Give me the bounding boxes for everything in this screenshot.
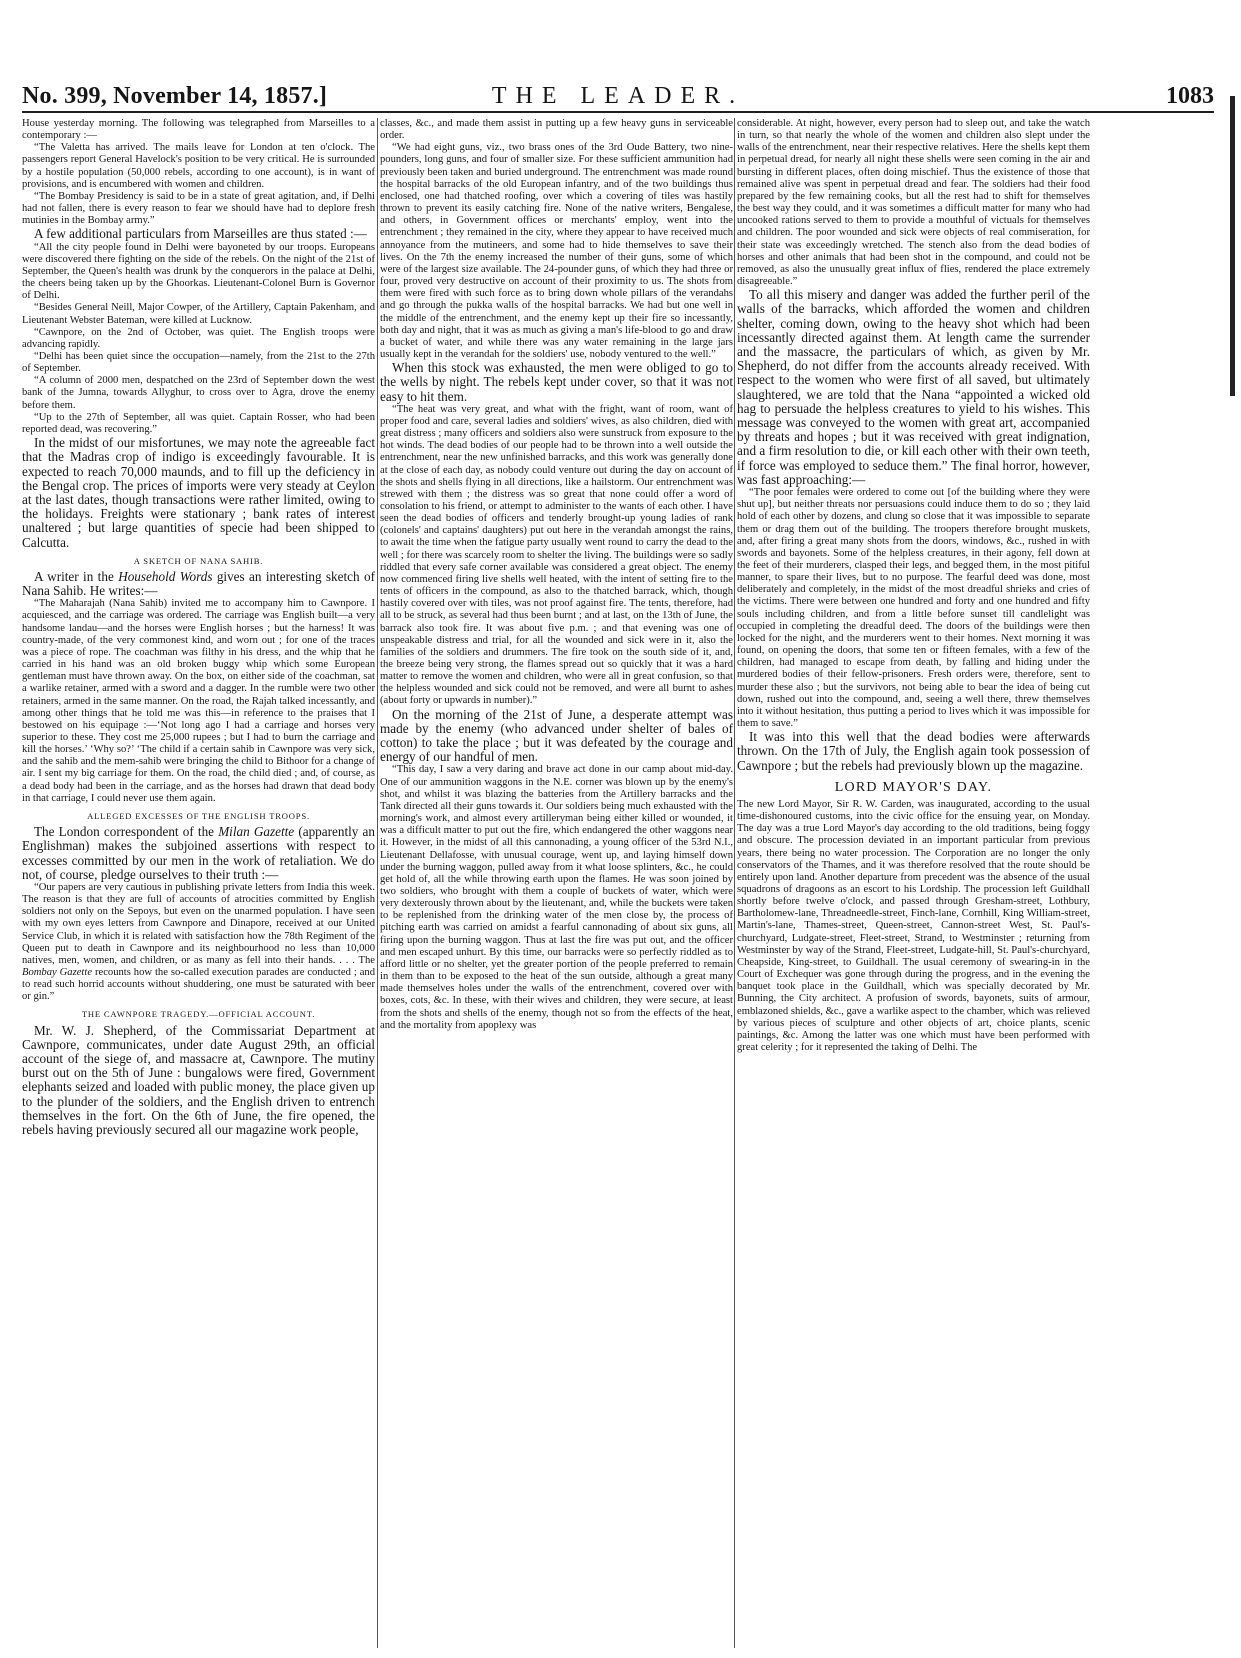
column-rule (734, 118, 735, 1648)
section-heading: LORD MAYOR'S DAY. (834, 779, 993, 795)
paragraph: On the morning of the 21st of June, a desperate attempt was made by the enemy (who advanced under shelter of bales of cotton) to take the place ; but it was defeated by the courage and energy of our handful of men. (380, 706, 733, 765)
paragraph-text: A writer in the (34, 568, 119, 584)
newspaper-name: Milan Gazette (218, 824, 295, 840)
magazine-title: Household Words (118, 568, 213, 584)
paragraph: considerable. At night, however, every person had to sleep out, and take the watch in turn, so that nearly the whole of the women and children also slept under the walls of the entrenchment, near their respective relatives. Here the shells kept them in perpetual dread, for nearly all night these shells were seen coming in the air and bursting in different places, often doing mischief. Thus the existence of those that remained alive was spent in perpetual dread and fear. The soldiers had their food prepared by the few remaining cooks, but all the rest had to shift for themselves the best way they could, and it was sometimes a difficult matter for many who had uncooked rations served to them to provide a mouthful of victuals for themselves and children. The poor wounded and sick were objects of real commiseration, for their state was exceedingly wretched. The stench also from the dead bodies of horses and other animals that had been shot in the compound, and could not be removed, as also the unusually great influx of flies, rendered the place extremely disagreeable.” (737, 118, 1090, 288)
paragraph: When this stock was exhausted, the men were obliged to go to the wells by night. The rebels kept under cover, so that it was not easy to hit them. (380, 360, 733, 404)
margin-mark (1230, 96, 1235, 396)
paragraph: “The Valetta has arrived. The mails leave for London at ten o'clock. The passengers report General Havelock's position to be very critical. He is surrounded by a hostile population (50,000 rebels, according to one account), is in want of provisions, and is encumbered with women and children. (22, 142, 375, 190)
paragraph (22, 825, 375, 882)
column-rule (377, 118, 378, 1648)
paragraph: “A column of 2000 men, despatched on the 23rd of September down the west bank of the Jumna, towards Allyghur, to cross over to Agra, drove the enemy before them. (22, 375, 375, 411)
paragraph: “This day, I saw a very daring and brave act done in our camp about mid-day. One of our ammunition waggons in the N.E. corner was blown up by the enemy's shot, and whilst it was blazing the batteries from the Artillery barracks and the Tank directed all their guns towards it. Our soldiers being much exhausted with the morning's work, and almost every artilleryman being either killed or wounded, it was a difficult matter to put out the fire, which endangered the other waggons near it. However, in the midst of all this cannonading, a young officer of the 53rd N.I., Lieutenant Dellafosse, with unusual courage, went up, and laying himself down under the burning waggon, pulled away from it what loose splinters, &c., he could get hold of, all the while throwing earth upon the flames. He was soon joined by two soldiers, who brought with them a couple of buckets of water, which were very dexterously thrown about by the lieutenant, and, while the buckets were taken to be replenished from the drinking water of the men close by, the process of pitching earth was carried on amidst a fearful cannonading of about six guns, all firing upon the burning waggon. Thus at last the fire was put out, and the officer and men escaped unhurt. By this time, our barracks were so perfectly riddled as to afford little or no shelter, yet the greater portion of the people preferred to remain in them than to be exposed to the heat of the sun outside, although a great many made themselves holes under the walls of the entrenchment, covered over with boxes, cots, &c. In these, with their wives and children, they were secure, at least from the shots and shells of the enemy, though not so from the effects of the heat, and the mortality from apoplexy was (380, 764, 733, 1031)
paragraph: classes, &c., and made them assist in putting up a few heavy guns in serviceable order. (380, 118, 733, 142)
newspaper-name: Bombay Gazette (22, 967, 93, 979)
section-heading: A SKETCH OF NANA SAHIB. (133, 555, 264, 566)
paragraph: “The Maharajah (Nana Sahib) invited me to accompany him to Cawnpore. I acquiesced, and the carriage was ordered. The carriage was English built—a very handsome landau—and the horses were English horses ; but the harness! It was country-made, of the very commonest kind, and worn out ; for one of the traces was a piece of rope. The coachman was filthy in his dress, and the whip that he carried in his hand was an old broken buggy whip which some European gentleman must have thrown away. On the box, on either side of the coachman, sat a warlike retainer, armed with a sword and a dagger. In the rumble were two other retainers, armed in the same manner. On the road, the Rajah talked incessantly, and among other things that he told me was this—in reference to the praises that I bestowed on his equipage :—‘Not long ago I had a carriage and horses very superior to these. They cost me 25,000 rupees ; but I had to burn the carriage and kill the horses.’ ‘Why so?’ ‘The child if a certain sahib in Cawnpore was very sick, and the sahib and the mem-sahib were bringing the child to Bithoor for a change of air. I sent my big carriage for them. On the road, the child died ; and, of course, as a dead body had been in the carriage, and as the horses had drawn that dead body in that carriage, I could never use them again. (22, 598, 375, 804)
column-1 (22, 118, 375, 1648)
paragraph-text: recounts how the so-called execution parades are conducted ; and to read such horrid accounts without shuddering, one must be saturated with beer or gin.” (22, 967, 375, 1003)
paragraph: “Besides General Neill, Major Cowper, of the Artillery, Captain Pakenham, and Lieutenant Webster Bateman, were killed at Lucknow. (22, 302, 375, 326)
paragraph (22, 882, 375, 1004)
issue-date: No. 399, November 14, 1857.] (22, 83, 328, 109)
paragraph: “Up to the 27th of September, all was quiet. Captain Rosser, who had been reported dead, was recovering.” (22, 411, 375, 435)
paragraph: To all this misery and danger was added the further peril of the walls of the barracks, which afforded the women and children shelter, coming down, owing to the heavy shot which had been incessantly directed against them. At length came the surrender and the massacre, the particulars of which, as given by Mr. Shepherd, do not differ from the accounts already received. With respect to the women who were first of all saved, but ultimately slaughtered, we are told that the Nana “appointed a wicked old hag to persuade the helpless creatures to yield to his wishes. This message was conveyed to the women with great art, accompanied by threats and hopes ; but it was received with great indignation, and a firm resolution to die, or kill each other with their own teeth, if force was employed to seduce them.” The final horror, however, was fast approaching:— (737, 287, 1090, 487)
page-number: 1083 (1166, 83, 1214, 109)
paragraph-text: The London correspondent of the (34, 824, 219, 840)
paragraph-text: gives an interesting sketch of Nana Sahib. He writes:— (22, 568, 375, 599)
paragraph: Mr. W. J. Shepherd, of the Commissariat Department at Cawnpore, communicates, under date August 29th, an official account of the siege of, and massacre at, Cawnpore. The mutiny burst out on the 5th of June : bungalows were fired, Government elephants seized and loaded with public money, the place given up to the plunder of the soldiers, and the English driven to entrench themselves in the fort. On the 6th of June, the fire opened, the rebels having previously secured all our magazine work people, (22, 1022, 375, 1138)
column-3 (737, 118, 1090, 1648)
paragraph: In the midst of our misfortunes, we may note the agreeable fact that the Madras crop of indigo is exceedingly favourable. It is expected to reach 70,000 maunds, and to fill up the deficiency in the Bengal crop. The prices of imports were very steady at Ceylon at the last dates, though transactions were rather limited, owing to the holidays. Freights were stationary ; bank rates of interest unaltered ; but large quantities of specie had been shipped to Calcutta. (22, 435, 375, 550)
paragraph-text: “Our papers are very cautious in publishing private letters from India this week. The reason is that they are full of accounts of atrocities committed by English soldiers not only on the Sepoys, but even on the unarmed population. I have seen with my own eyes letters from Cawnpore and Dinapore, received at our United Service Club, in which it is related with satisfaction how the 78th Regiment of the Queen put to death in Cawnpore and its neighbourhood no less than 10,000 natives, men, women, and children, or as many as fell into their hands. . . . The (22, 881, 375, 966)
column-2 (380, 118, 733, 1648)
paragraph: “All the city people found in Delhi were bayoneted by our troops. Europeans were discovered there fighting on the side of the rebels. On the night of the 21st of September, the Queen's health was drunk by the conquerors in the palace at Delhi, the cheers being taken up by the Ghoorkas. Lieutenant-Colonel Burn is Governor of Delhi. (22, 241, 375, 302)
paragraph: The new Lord Mayor, Sir R. W. Carden, was inaugurated, according to the usual time-dishonoured customs, into the civic office for the ensuing year, on Monday. The day was a true Lord Mayor's day according to the old traditions, being foggy and obscure. The procession deviated in an important particular from previous years, there being no water procession. The Corporation are no longer the only conservators of the Thames, and it was therefore resolved that the route should be entirely upon land. Another departure from precedent was the absence of the usual squadrons of dragoons as an escort to his Lordship. The procession left Guildhall shortly before twelve o'clock, and passed through Gresham-street, Lothbury, Bartholomew-lane, Threadneedle-street, Finch-lane, Cornhill, King William-street, Martin's-lane, Thames-street, Queen-street, Cannon-street West, St. Paul's-churchyard, Ludgate-street, Fleet-street, Strand, to Westminster ; returning from Westminster by way of the Strand, Fleet-street, Ludgate-hill, St. Paul's-churchyard, Cheapside, King-street, to Guildhall. The usual ceremony of swearing-in in the Court of Exchequer was gone through during the progress, and in the evening the banquet took place in the Guildhall, which was specially decorated by Mr. Bunning, the City architect. A profusion of swords, bayonets, suits of armour, emblazoned shields, &c., gave a warlike aspect to the chamber, which was relieved by various pieces of sculpture and other objects of art, choice plants, scenic paintings, &c. Among the latter was one which must have been performed with great celerity ; for it represented the taking of Delhi. The (737, 798, 1090, 1054)
paragraph: “Delhi has been quiet since the occupation—namely, from the 21st to the 27th of September. (22, 351, 375, 375)
paragraph: A few additional particulars from Marseilles are thus stated :— (34, 226, 367, 242)
section-heading: ALLEGED EXCESSES OF THE ENGLISH TROOPS. (87, 810, 310, 821)
paragraph (22, 570, 375, 598)
section-heading: THE CAWNPORE TRAGEDY.—OFFICIAL ACCOUNT. (81, 1009, 316, 1020)
masthead (22, 81, 1214, 113)
paragraph: “The heat was very great, and what with the fright, want of room, want of proper food and care, several ladies and soldiers' wives, as also children, died with great distress ; many officers and soldiers also were sunstruck from exposure to the hot winds. The dead bodies of our people had to be thrown into a well outside the entrenchment, near the new unfinished barracks, and this work was generally done at the close of each day, as nobody could venture out during the day on account of the shots and shells flying in all directions, like a hailstorm. Our entrenchment was strewed with them ; the distress was so great that none could offer a word of consolation to his friend, or attempt to administer to the wants of each other. I have seen the dead bodies of officers and tenderly brought-up young ladies of rank (colonels' and captains' daughters) put out here in the verandah amongst the rains, to await the time when the fatigue party usually went round to carry the dead to the well ; for there was scarcely room to shelter the living. The buildings were so sadly riddled that every safe corner available was considered a great object. The enemy now commenced firing live shells well heated, with the intent of setting fire to the tents of officers in the compound, as also to the thatched barrack, which, though hastily covered over with tiles, was not proof against fire. The tents, therefore, had all to be struck, as several had thus been burnt ; and at last, on the 13th of June, the barrack also took fire. It was about five p.m. ; and that evening was one of unspeakable distress and trial, for all the wounded and sick were in it, also the families of the soldiers and drummers. The fire took on the south side of it, and, the breeze being very strong, the flames spread out so quickly that it was a hard matter to remove the women and children, who were all in great confusion, so that the helpless wounded and sick could not be removed, and were all burnt to ashes (about forty or upwards in number).” (380, 403, 733, 707)
paragraph-text: (apparently an Englishman) makes the subjoined assertions with respect to excesses committed by our men in the work of retaliation. We do not, of course, pledge ourselves to their truth :— (22, 824, 375, 882)
paragraph: “We had eight guns, viz., two brass ones of the 3rd Oude Battery, two nine-pounders, long guns, and four of smaller size. For these sufficient ammunition had previously been taken and buried underground. The entrenchment was made round the hospital barracks of the old European infantry, and of the two buildings thus enclosed, one had thatched roofing, over which a covering of tiles was hastily thrown to prevent its easily catching fire. None of the native writers, Bengalese, and others, in Government offices or merchants' employ, went into the entrenchment ; they remained in the city, where they appear to have received much annoyance from the mutineers, and some had to hide themselves to save their lives. On the 7th the enemy increased the number of their guns, some of which were of the largest size available. The 24-pounder guns, of which they had three or four, proved very destructive on account of their proximity to us. The shots from them were fired with such force as to bring down whole pillars of the verandahs and go through the pukka walls of the hospital barracks. We had but one well in the middle of the entrenchment, and the enemy kept up their fire so incessantly, both day and night, that it was as much as giving a man's life-blood to go and draw a bucket of water, and while there was any water remaining in the large jars usually kept in the verandah for the soldiers' use, nobody ventured to the well.” (380, 142, 733, 360)
paragraph: “The Bombay Presidency is said to be in a state of great agitation, and, if Delhi had not fallen, there is every reason to fear we should have had to deplore fresh mutinies in the Bombay army.” (22, 190, 375, 227)
paragraph: “Cawnpore, on the 2nd of October, was quiet. The English troops were advancing rapidly. (22, 326, 375, 350)
paragraph: “The poor females were ordered to come out [of the building where they were shut up], but neither threats nor persuasions could induce them to do so ; they laid hold of each other by dozens, and clung so close that it was impossible to separate them or drag them out of the building. The troopers therefore brought muskets, and, after firing a great many shots from the doors, windows, &c., rushed in with swords and bayonets. Some of the helpless creatures, in their agony, fell down at the feet of their murderers, clasped their legs, and begged them, in the most pitiful manner, to spare their lives, but to no purpose. The fearful deed was done, most deliberately and completely, in the midst of the most dreadful shrieks and cries of the victims. There were between one hundred and forty and one hundred and fifty souls including children, and from a little before sunset till candlelight was occupied in completing the dreadful deed. The doors of the buildings were then locked for the night, and the murderers went to their homes. Next morning it was found, on opening the doors, that some ten or fifteen females, with a few of the children, had managed to escape from death, by falling and hiding under the murdered bodies of their fellow-prisoners. Fresh orders were, therefore, sent to murder these also ; but the survivors, not being able to bear the idea of being cut down, rushed out into the compound, and, seeing a well there, threw themselves into it without hesitation, thus putting a period to lives which it was impossible for them to save.” (737, 487, 1090, 729)
newspaper-title: THE LEADER. (491, 83, 745, 109)
paragraph: House yesterday morning. The following was telegraphed from Marseilles to a contemporary :— (22, 118, 375, 142)
paragraph: It was into this well that the dead bodies were afterwards thrown. On the 17th of July, the English again took possession of Cawnpore ; but the rebels had previously blown up the magazine. (737, 729, 1090, 773)
